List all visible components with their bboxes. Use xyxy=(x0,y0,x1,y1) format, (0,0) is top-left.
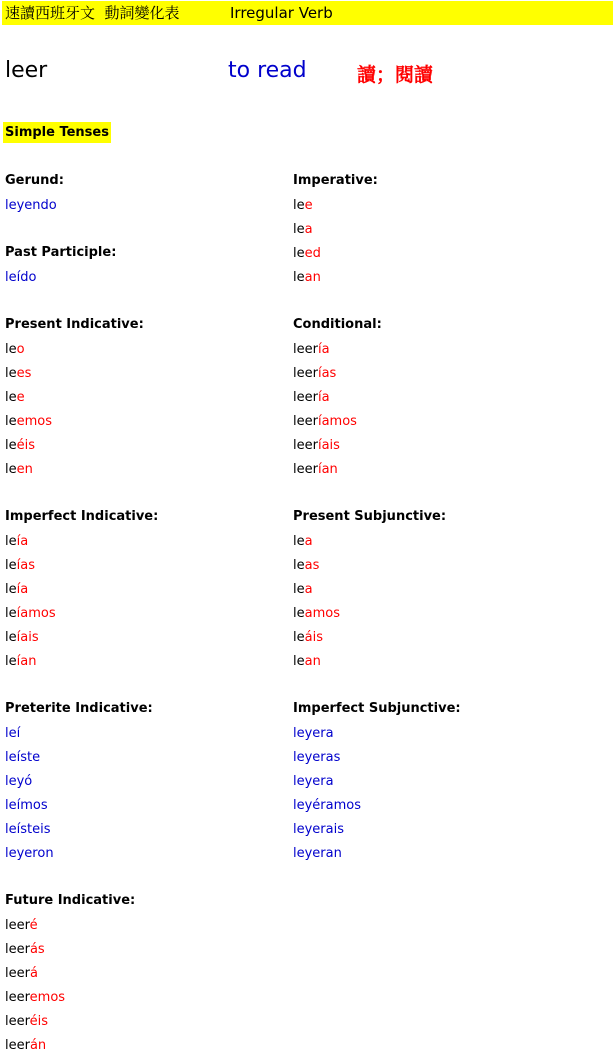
verb-stem: leído xyxy=(5,270,37,285)
verb-ending: ed xyxy=(304,246,321,261)
verb-stem: leer xyxy=(5,990,30,1005)
verb-stem: le xyxy=(293,558,305,573)
present-subjunctive-form xyxy=(293,630,323,646)
conditional-form xyxy=(293,390,330,406)
verb-ending: o xyxy=(16,342,25,357)
verb-stem: le xyxy=(293,198,305,213)
verb-stem: le xyxy=(5,534,17,549)
imperative-label: Imperative: xyxy=(293,173,378,188)
imperfect-indicative-form xyxy=(5,558,35,574)
verb-stem: leer xyxy=(293,366,318,381)
verb-stem: le xyxy=(293,222,305,237)
imperfect-subjunctive-form xyxy=(293,822,344,838)
verb-ending: áis xyxy=(304,630,323,645)
present-indicative-form xyxy=(5,342,25,358)
imperfect-subjunctive-form xyxy=(293,726,334,742)
verb-stem: leíste xyxy=(5,750,41,765)
verb-stem: leyera xyxy=(293,774,334,789)
imperative-form xyxy=(293,270,321,286)
verb-ending: a xyxy=(304,582,313,597)
verb-english: to read xyxy=(228,58,307,83)
gerund-label: Gerund: xyxy=(5,173,64,188)
verb-ending: a xyxy=(304,534,313,549)
imperfect-subjunctive-form xyxy=(293,798,361,814)
future-indicative-form xyxy=(5,1014,48,1030)
verb-ending: éis xyxy=(29,1014,49,1029)
verb-ending: ían xyxy=(16,654,37,669)
verb-ending: e xyxy=(304,198,313,213)
verb-stem: le xyxy=(293,534,305,549)
verb-stem: leímos xyxy=(5,798,48,813)
verb-stem: le xyxy=(293,270,305,285)
imperative-form xyxy=(293,222,313,238)
present-indicative-form xyxy=(5,390,25,406)
verb-stem: leer xyxy=(5,918,30,933)
verb-ending: emos xyxy=(29,990,66,1005)
verb-stem: leísteis xyxy=(5,822,51,837)
conditional-form xyxy=(293,366,336,382)
imperfect-indicative-form xyxy=(5,606,56,622)
verb-stem: leer xyxy=(5,966,30,981)
imperfect-indicative-form xyxy=(5,582,28,598)
verb-ending: en xyxy=(16,462,33,477)
verb-stem: le xyxy=(293,246,305,261)
imperfect-indicative-form xyxy=(5,630,39,646)
imperfect-subjunctive-form xyxy=(293,774,334,790)
verb-ending: íais xyxy=(16,630,39,645)
conditional-form xyxy=(293,462,338,478)
verb-ending: ía xyxy=(317,390,330,405)
present-indicative-form xyxy=(5,366,31,382)
verb-stem: le xyxy=(293,630,305,645)
imperfect-subjunctive-form xyxy=(293,846,342,862)
verb-stem: le xyxy=(5,366,17,381)
verb-stem: le xyxy=(293,606,305,621)
verb-stem: leyeran xyxy=(293,846,342,861)
present-subjunctive-form xyxy=(293,534,313,550)
verb-stem: le xyxy=(5,558,17,573)
verb-stem: le xyxy=(5,462,17,477)
future-indicative-form xyxy=(5,1038,46,1054)
verb-ending: e xyxy=(16,390,25,405)
past-participle-label: Past Participle: xyxy=(5,245,117,260)
verb-ending: ás xyxy=(29,942,45,957)
present-subjunctive-form xyxy=(293,582,313,598)
present-subjunctive-form xyxy=(293,654,321,670)
verb-stem: le xyxy=(5,438,17,453)
imperfect-indicative-form xyxy=(5,534,28,550)
verb-stem: leyéramos xyxy=(293,798,362,813)
imperative-form xyxy=(293,198,313,214)
verb-stem: leer xyxy=(293,342,318,357)
verb-ending: án xyxy=(29,1038,47,1053)
verb-stem: leer xyxy=(293,438,318,453)
verb-stem: leyeron xyxy=(5,846,54,861)
conditional-form xyxy=(293,438,340,454)
verb-ending: é xyxy=(29,918,38,933)
verb-stem: le xyxy=(5,390,17,405)
present-indicative-form xyxy=(5,438,35,454)
verb-stem: leí xyxy=(5,726,21,741)
imperfect-indicative-label: Imperfect Indicative: xyxy=(5,509,159,524)
future-indicative-form xyxy=(5,918,38,934)
verb-ending: a xyxy=(304,222,313,237)
verb-ending: an xyxy=(304,654,321,669)
verb-stem: leyendo xyxy=(5,198,57,213)
verb-ending: an xyxy=(304,270,321,285)
future-indicative-form xyxy=(5,966,38,982)
preterite-indicative-form xyxy=(5,750,40,766)
verb-ending: ía xyxy=(16,582,29,597)
verb-stem: leyera xyxy=(293,726,334,741)
preterite-indicative-form xyxy=(5,774,32,790)
verb-stem: leer xyxy=(293,414,318,429)
verb-ending: ías xyxy=(16,558,35,573)
verb-stem: leyerais xyxy=(293,822,344,837)
verb-ending: ía xyxy=(317,342,330,357)
verb-ending: éis xyxy=(16,438,36,453)
verb-stem: le xyxy=(5,414,17,429)
preterite-indicative-form xyxy=(5,822,50,838)
verb-ending: es xyxy=(16,366,32,381)
imperative-form xyxy=(293,246,321,262)
verb-stem: leer xyxy=(293,462,318,477)
verb-ending: emos xyxy=(16,414,53,429)
verb-type: Irregular Verb xyxy=(230,4,333,22)
conditional-label: Conditional: xyxy=(293,317,382,332)
present-subjunctive-form xyxy=(293,606,340,622)
gerund-form xyxy=(5,198,57,214)
verb-ending: ía xyxy=(16,534,29,549)
site-title: 速讀西班牙文 動詞變化表 xyxy=(5,4,180,22)
section-title: Simple Tenses xyxy=(3,122,111,143)
imperfect-subjunctive-form xyxy=(293,750,340,766)
present-indicative-form xyxy=(5,414,52,430)
verb-stem: le xyxy=(5,654,17,669)
conditional-form xyxy=(293,342,330,358)
imperfect-subjunctive-label: Imperfect Subjunctive: xyxy=(293,701,461,716)
verb-stem: leer xyxy=(5,1038,30,1053)
verb-stem: le xyxy=(293,582,305,597)
verb-stem: le xyxy=(5,582,17,597)
verb-stem: leyeras xyxy=(293,750,341,765)
present-indicative-label: Present Indicative: xyxy=(5,317,144,332)
verb-stem: le xyxy=(5,630,17,645)
verb-ending: íamos xyxy=(317,414,357,429)
verb-stem: le xyxy=(293,654,305,669)
present-subjunctive-label: Present Subjunctive: xyxy=(293,509,447,524)
conditional-form xyxy=(293,414,357,430)
preterite-indicative-label: Preterite Indicative: xyxy=(5,701,153,716)
verb-stem: leer xyxy=(5,942,30,957)
verb-stem: leer xyxy=(293,390,318,405)
preterite-indicative-form xyxy=(5,846,54,862)
verb-ending: íais xyxy=(317,438,340,453)
future-indicative-label: Future Indicative: xyxy=(5,893,136,908)
imperfect-indicative-form xyxy=(5,654,36,670)
verb-stem: leer xyxy=(5,1014,30,1029)
verb-ending: íamos xyxy=(16,606,56,621)
verb-ending: amos xyxy=(304,606,340,621)
present-subjunctive-form xyxy=(293,558,319,574)
past-participle-form xyxy=(5,270,36,286)
verb-ending: ías xyxy=(317,366,337,381)
verb-ending: as xyxy=(304,558,320,573)
verb-infinitive: leer xyxy=(5,58,48,83)
verb-ending: á xyxy=(29,966,38,981)
verb-ending: ían xyxy=(317,462,338,477)
header-bar xyxy=(2,1,613,25)
present-indicative-form xyxy=(5,462,33,478)
preterite-indicative-form xyxy=(5,726,20,742)
verb-chinese: 讀；閱讀 xyxy=(357,64,434,86)
verb-stem: le xyxy=(5,606,17,621)
verb-stem: leyó xyxy=(5,774,33,789)
preterite-indicative-form xyxy=(5,798,48,814)
verb-stem: le xyxy=(5,342,17,357)
future-indicative-form xyxy=(5,990,65,1006)
future-indicative-form xyxy=(5,942,45,958)
